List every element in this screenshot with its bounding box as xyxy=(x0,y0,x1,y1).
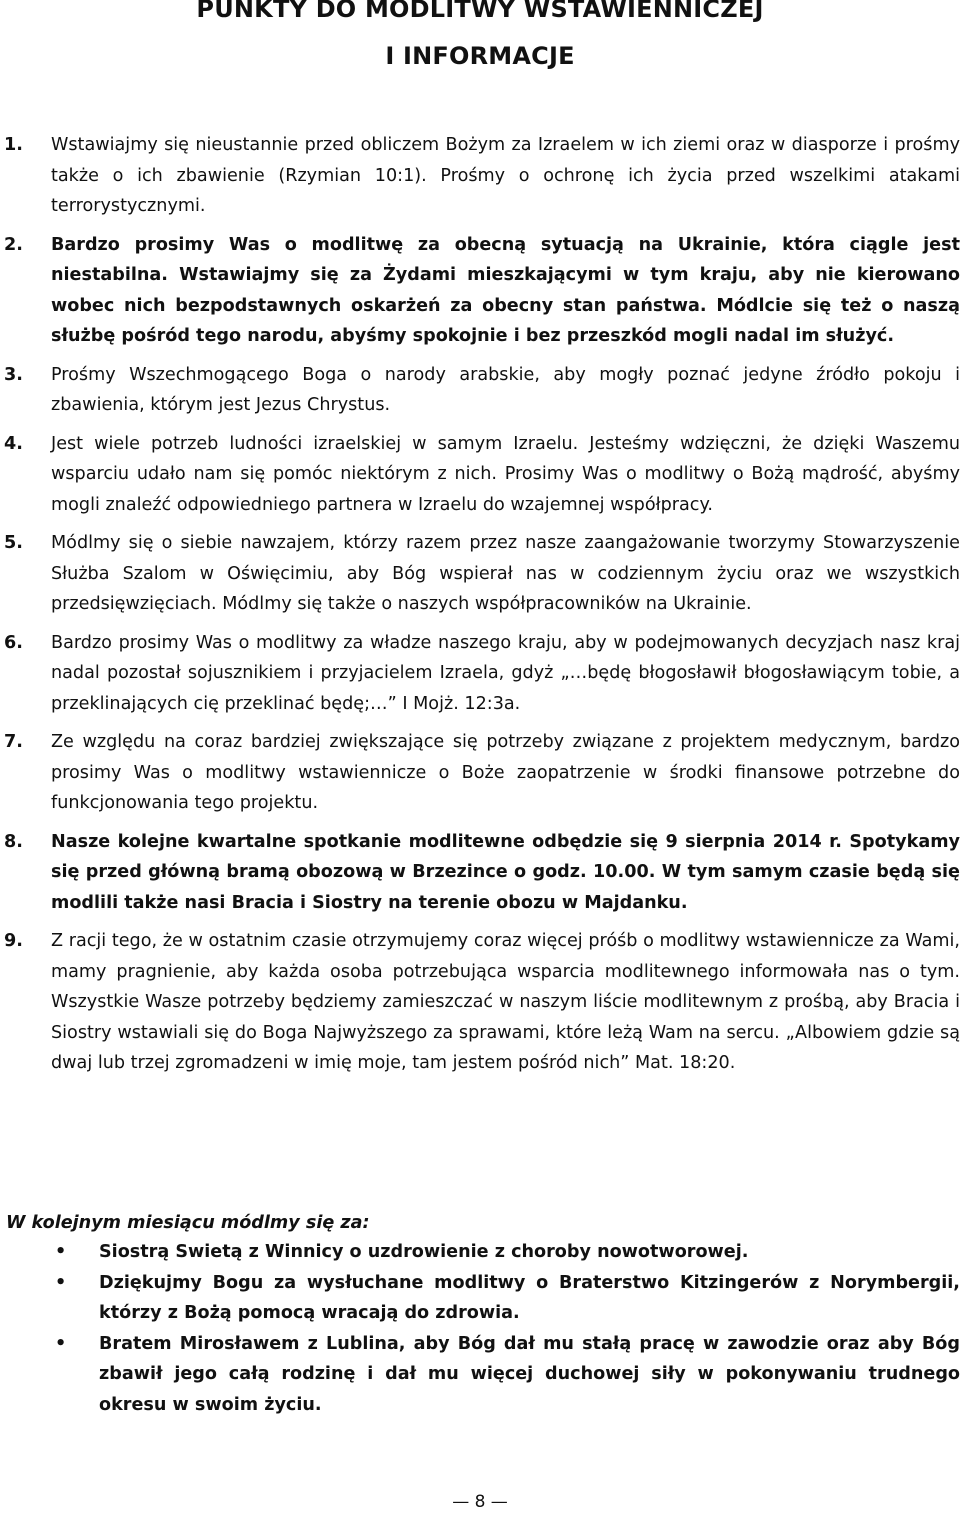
point-text: Prośmy Wszechmogącego Boga o narody arabskie, aby mogły poznać jedyne źródło pokoju i zbawienia, którym jest Jezus Chrystus. xyxy=(51,364,960,415)
monthly-item-2 xyxy=(0,1268,960,1329)
list-number: 3. xyxy=(4,364,23,385)
prayer-points-list xyxy=(0,130,960,1087)
point-text-bold: Nasze kolejne kwartalne spotkanie modlitewne odbędzie się 9 sierpnia 2014 r. Spotykamy się przed główną bramą obozową w Brzezince o godz. 10.00. W tym samym czasie będą się modlili także nasi Bracia i Siostry na terenie obozu w Majdanku. xyxy=(51,831,960,913)
point-text: Wstawiajmy się nieustannie przed obliczem Bożym za Izraelem w ich ziemi oraz w diasporze i prośmy także o ich zbawienie (Rzymian 10:1). Prośmy o ochronę ich życia przed wszelkimi atakami terrorystycznymi. xyxy=(51,135,960,216)
page-number: — 8 — xyxy=(452,1492,508,1512)
list-number: 6. xyxy=(4,632,23,653)
point-text: Z racji tego, że w ostatnim czasie otrzymujemy coraz więcej próśb o modlitwy wstawiennicze za Wami, mamy pragnienie, aby każda osoba potrzebująca wsparcia modlitewnego informowała nas o tym. Wszystkie Wasze potrzeby będziemy zamieszczać w naszym liście modlitewnym z prośbą, aby Bracia i Siostry wstawiali się do Boga Najwyższego za sprawami, które leżą Wam na sercu. „Albowiem gdzie są dwaj lub trzej zgromadzeni w imię moje, tam jestem pośród nich” Mat. 18:20. xyxy=(51,931,960,1073)
list-number: 9. xyxy=(4,931,23,951)
bullet-icon: • xyxy=(55,1242,67,1262)
prayer-point-6 xyxy=(0,628,960,720)
monthly-item-text: Dziękujmy Bogu za wysłuchane modlitwy o Braterstwo Kitzingerów z Norymbergii, którzy z Bożą pomocą wracają do zdrowia. xyxy=(99,1272,960,1323)
prayer-point-9 xyxy=(0,926,960,1079)
list-number: 1. xyxy=(4,135,23,155)
monthly-heading: W kolejnym miesiącu módlmy się za: xyxy=(6,1213,370,1233)
prayer-point-7 xyxy=(0,727,960,819)
list-number: 8. xyxy=(4,831,23,852)
list-number: 7. xyxy=(4,732,23,752)
point-text: Jest wiele potrzeb ludności izraelskiej w samym Izraelu. Jesteśmy wdzięczni, że dzięki Waszemu wsparciu udało nam się pomóc niektórym z nich. Prosimy Was o modlitwy o Bożą mądrość, abyśmy mogli znaleźć odpowiedniego partnera w Izraelu do wzajemnej współpracy. xyxy=(51,433,960,515)
monthly-item-text: Siostrą Swietą z Winnicy o uzdrowienie z choroby nowotworowej. xyxy=(99,1242,749,1262)
prayer-point-5 xyxy=(0,528,960,620)
page-title: PUNKTY DO MODLITWY WSTAWIENNICZEJ xyxy=(196,0,764,23)
point-text: Módlmy się o siebie nawzajem, którzy razem przez nasze zaangażowanie tworzymy Stowarzyszenie Służba Szalom w Oświęcimiu, aby Bóg wspierał nas w codziennym życiu oraz we wszystkich przedsięwzięciach. Módlmy się także o naszych współpracowników na Ukrainie. xyxy=(51,533,960,614)
prayer-point-3 xyxy=(0,360,960,421)
prayer-point-1 xyxy=(0,130,960,222)
prayer-point-8 xyxy=(0,827,960,919)
bullet-icon: • xyxy=(55,1333,67,1354)
page-subtitle: I INFORMACJE xyxy=(385,42,575,70)
point-text-bold: Bardzo prosimy Was o modlitwę za obecną sytuacją na Ukrainie, która ciągle jest niestabilna. Wstawiajmy się za Żydami mieszkającymi w tym kraju, aby nie kierowano wobec nich bezpodstawnych oskarżeń za obecny stan państwa. Módlcie się też o naszą służbę pośród tego narodu, abyśmy spokojnie i bez przeszkód mogli nadal im służyć. xyxy=(51,234,960,346)
point-text: Bardzo prosimy Was o modlitwy za władze naszego kraju, aby w podejmowanych decyzjach nasz kraj nadal pozostał sojusznikiem i przyjacielem Izraela, gdyż „…będę błogosławił błogosławiącym tobie, a przeklinających cię przeklinać będę;…” I Mojż. 12:3a. xyxy=(51,632,960,714)
monthly-item-3 xyxy=(0,1329,960,1421)
monthly-item-1 xyxy=(0,1237,960,1268)
prayer-point-2 xyxy=(0,230,960,352)
monthly-item-text: Bratem Mirosławem z Lublina, aby Bóg dał mu stałą pracę w zawodzie oraz aby Bóg zbawił jego całą rodzinę i dał mu więcej duchowej siły w pokonywaniu trudnego okresu w swoim życiu. xyxy=(99,1333,960,1415)
point-text: Ze względu na coraz bardziej zwiększające się potrzeby związane z projektem medycznym, bardzo prosimy Was o modlitwy wstawiennicze o Boże zaopatrzenie w środki finansowe potrzebne do funkcjonowania tego projektu. xyxy=(51,732,960,813)
bullet-icon: • xyxy=(55,1272,67,1293)
list-number: 2. xyxy=(4,234,23,255)
prayer-point-4 xyxy=(0,429,960,521)
list-number: 4. xyxy=(4,433,23,454)
list-number: 5. xyxy=(4,533,23,553)
monthly-bullet-list xyxy=(0,1237,960,1420)
